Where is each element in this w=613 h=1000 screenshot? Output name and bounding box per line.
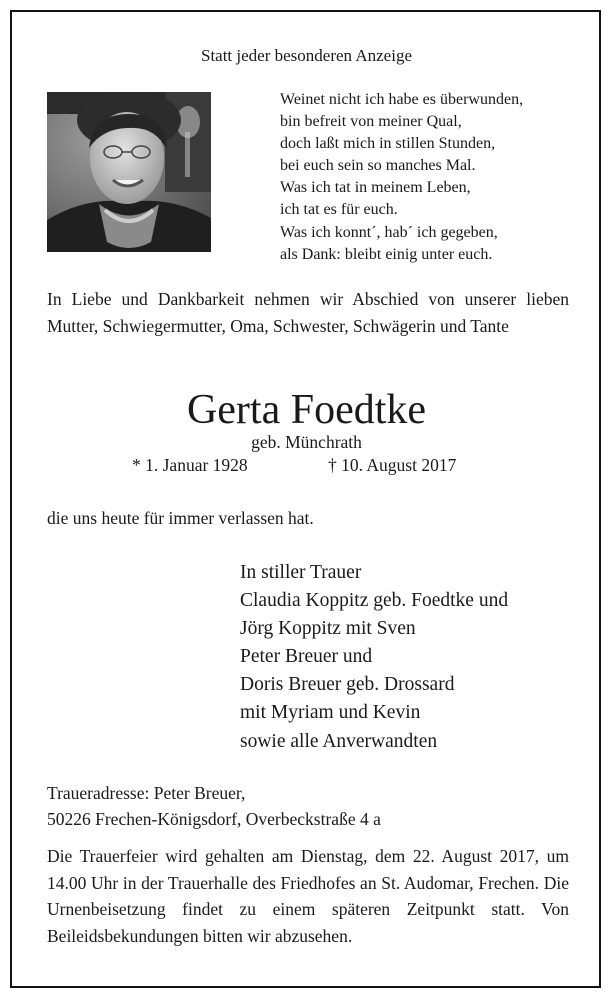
poem xyxy=(280,89,523,266)
mourner-line: In stiller Trauer xyxy=(240,562,362,583)
mourner-line: Claudia Koppitz geb. Foedtke und xyxy=(240,590,509,612)
poem-line: als Dank: bleibt einig unter euch. xyxy=(280,245,493,263)
funeral-notice: Die Trauerfeier wird gehalten am Dienstag, dem 22. August 2017, um 14.00 Uhr in der Trauerhalle des Friedhofes an St. Audomar, Frechen. Die Urnenbeisetzung findet zu einem späteren Zeitpunkt statt. Von Beileidsbekundungen bitten wir abzusehen. xyxy=(47,846,569,946)
poem-line: bin befreit von meiner Qual, xyxy=(280,113,462,131)
poem-line: Weinet nicht ich habe es überwunden, xyxy=(280,91,524,108)
poem-line: Was ich konnt´, hab´ ich gegeben, xyxy=(280,223,498,241)
mourner-line: mit Myriam und Kevin xyxy=(240,702,421,724)
poem-line: doch laßt mich in stillen Stunden, xyxy=(280,135,496,153)
passed-text: die uns heute für immer verlassen hat. xyxy=(47,508,314,528)
death-date: † 10. August 2017 xyxy=(328,455,457,475)
header-text: Statt jeder besonderen Anzeige xyxy=(200,46,412,65)
mourner-line: sowie alle Anverwandten xyxy=(240,730,438,752)
birth-date: * 1. Januar 1928 xyxy=(132,455,248,475)
mourner-line: Peter Breuer und xyxy=(240,646,373,668)
maiden-name: geb. Münchrath xyxy=(251,432,362,452)
address-line: 50226 Frechen-Königsdorf, Overbeckstraße 4 a xyxy=(47,809,381,829)
poem-line: bei euch sein so manches Mal. xyxy=(280,157,476,175)
poem-line: Was ich tat in meinem Leben, xyxy=(280,179,471,197)
poem-line: ich tat es für euch. xyxy=(280,201,398,219)
mourners-list xyxy=(240,559,508,756)
portrait-photo xyxy=(47,92,211,252)
mourner-line: Jörg Koppitz mit Sven xyxy=(240,618,416,640)
intro-paragraph: In Liebe und Dankbarkeit nehmen wir Abschied von unserer lieben Mutter, Schwiegermutter, Oma, Schwester, Schwägerin und Tante xyxy=(47,289,569,336)
address-line: Traueradresse: Peter Breuer, xyxy=(47,783,246,803)
mourning-address xyxy=(47,780,381,832)
mourner-line: Doris Breuer geb. Drossard xyxy=(240,674,455,696)
deceased-name: Gerta Foedtke xyxy=(186,387,427,433)
portrait-image xyxy=(47,92,211,252)
